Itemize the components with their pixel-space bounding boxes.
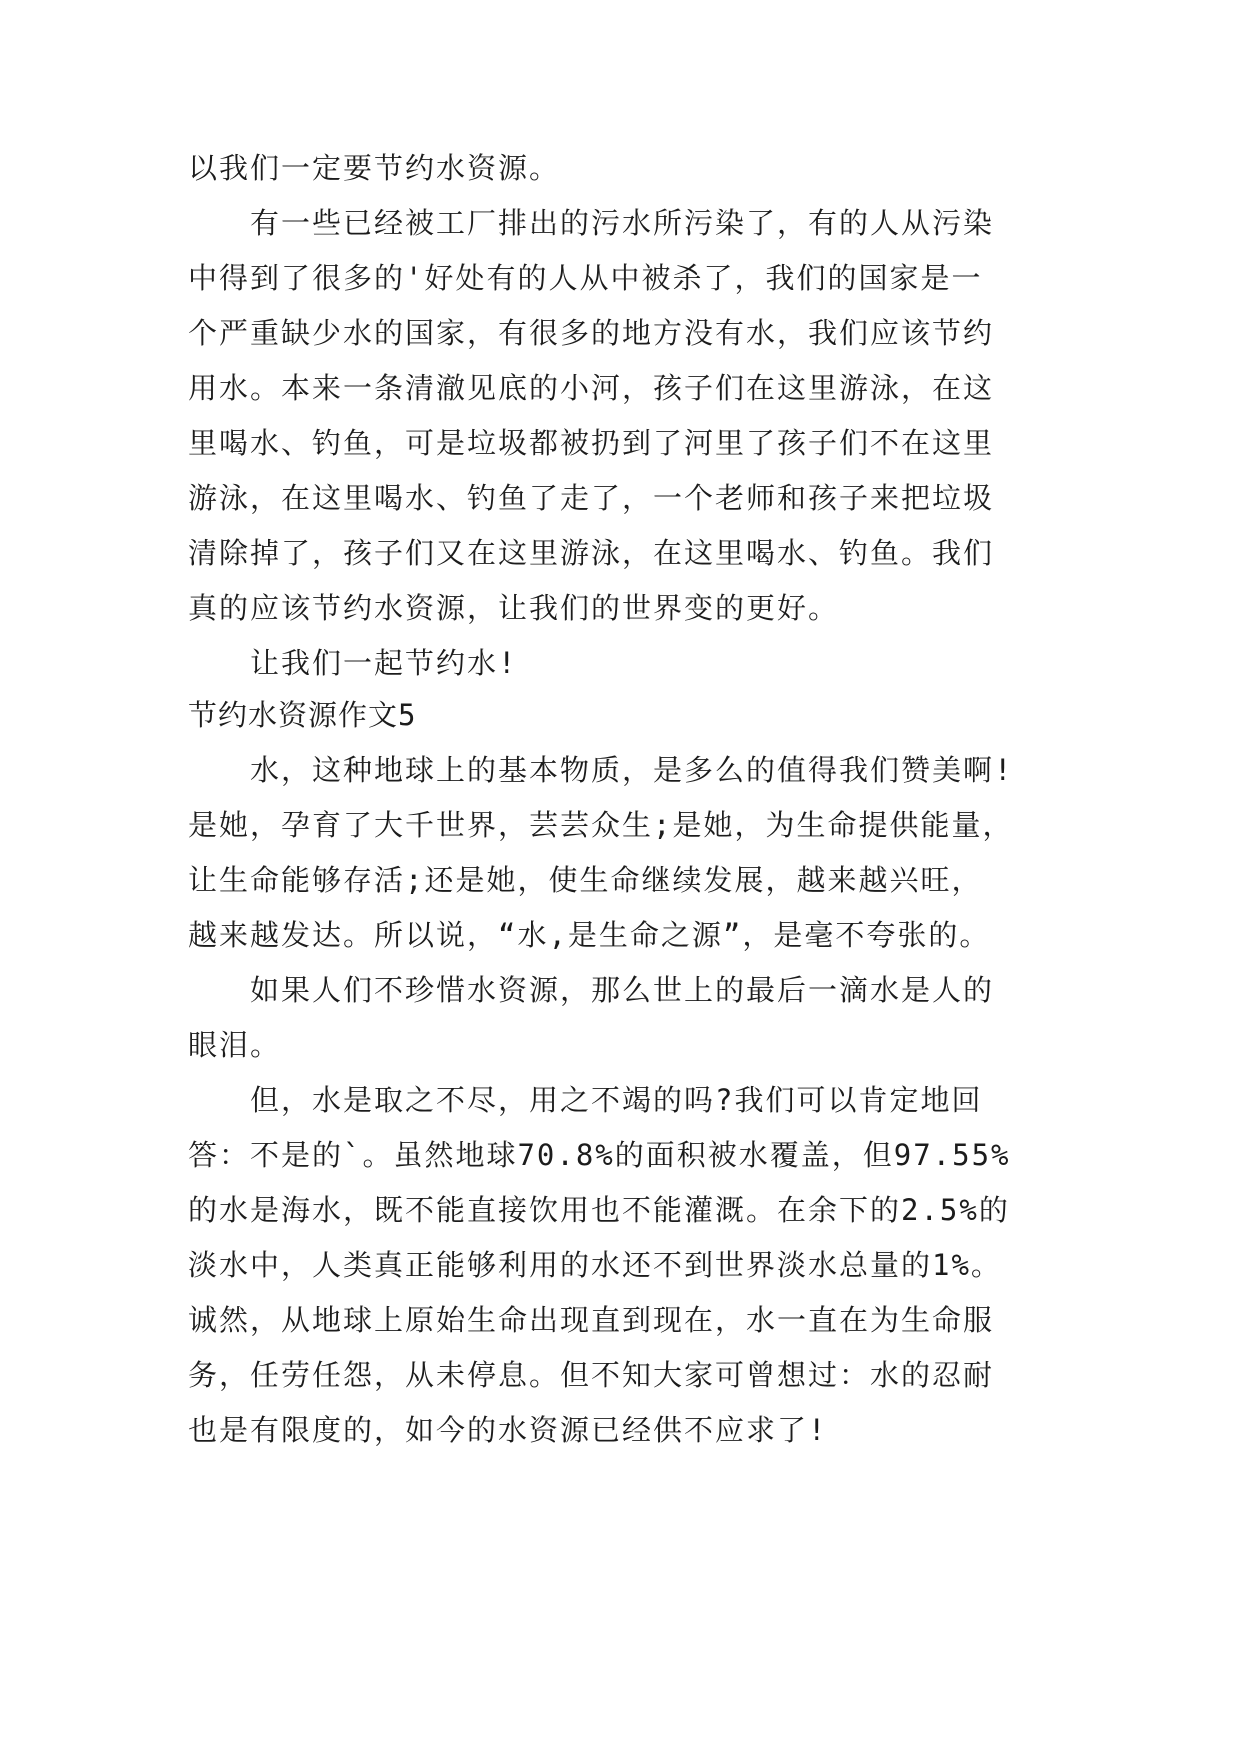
text-line: 务，任劳任怨，从未停息。但不知大家可曾想过：水的忍耐 <box>188 1358 995 1392</box>
text-line: 淡水中，人类真正能够利用的水还不到世界淡水总量的1%。 <box>188 1248 1002 1282</box>
text-line: 是她，孕育了大千世界，芸芸众生;是她，为生命提供能量， <box>188 808 1014 842</box>
text-line: 诚然，从地球上原始生命出现直到现在，水一直在为生命服 <box>188 1303 995 1337</box>
text-line: 清除掉了，孩子们又在这里游泳，在这里喝水、钓鱼。我们 <box>188 536 995 570</box>
paragraph-start-line: 但，水是取之不尽，用之不竭的吗?我们可以肯定地回 <box>250 1083 983 1117</box>
paragraph-start-line: 水，这种地球上的基本物质，是多么的值得我们赞美啊! <box>250 753 1014 787</box>
section-heading: 节约水资源作文5 <box>188 698 417 732</box>
paragraph-start-line: 如果人们不珍惜水资源，那么世上的最后一滴水是人的 <box>250 973 995 1007</box>
text-line: 里喝水、钓鱼，可是垃圾都被扔到了河里了孩子们不在这里 <box>188 426 995 460</box>
text-line: 答：不是的`。虽然地球70.8%的面积被水覆盖，但97.55% <box>188 1138 1011 1172</box>
text-line: 也是有限度的，如今的水资源已经供不应求了! <box>188 1413 828 1447</box>
text-line: 游泳，在这里喝水、钓鱼了走了，一个老师和孩子来把垃圾 <box>188 481 995 515</box>
text-line: 真的应该节约水资源，让我们的世界变的更好。 <box>188 591 840 625</box>
text-line: 眼泪。 <box>188 1028 282 1062</box>
paragraph-start-line: 有一些已经被工厂排出的污水所污染了，有的人从污染 <box>250 206 995 240</box>
text-line: 让生命能够存活;还是她，使生命继续发展，越来越兴旺， <box>188 863 983 897</box>
text-line: 的水是海水，既不能直接饮用也不能灌溉。在余下的2.5%的 <box>188 1193 1010 1227</box>
text-line: 个严重缺少水的国家，有很多的地方没有水，我们应该节约 <box>188 316 995 350</box>
text-line: 以我们一定要节约水资源。 <box>188 151 561 185</box>
text-line: 中得到了很多的'好处有的人从中被杀了，我们的国家是一 <box>188 261 983 295</box>
text-line: 越来越发达。所以说，“水,是生命之源”，是毫不夸张的。 <box>188 918 991 952</box>
paragraph-start-line: 让我们一起节约水! <box>250 646 518 680</box>
text-line: 用水。本来一条清澈见底的小河，孩子们在这里游泳，在这 <box>188 371 995 405</box>
